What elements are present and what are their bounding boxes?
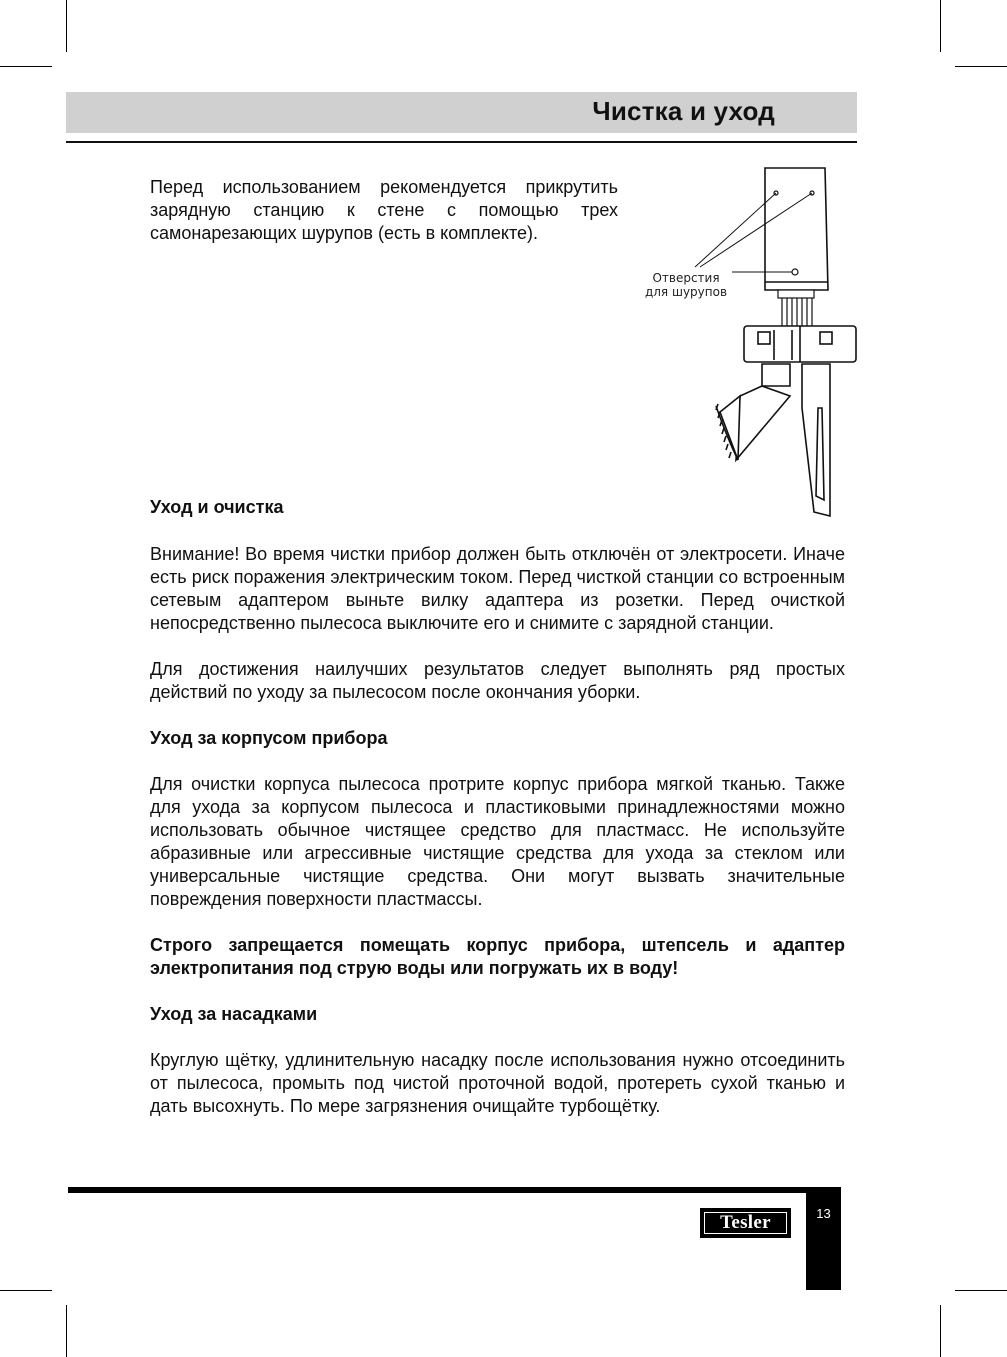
crop-mark [940,0,941,52]
page-number-tab [806,1187,841,1290]
crevice-nozzle [802,364,830,516]
brush-attachment [716,364,790,460]
brand-logo [700,1208,791,1238]
screw-holes-label-line2: для шурупов [644,285,728,299]
attachments-care-paragraph: Круглую щётку, удлинительную насадку после использования нужно отсоединить от пылесоса, промыть под чистой проточной водой, протереть сухой тканью и дать высохнуть. По мере загрязнения очищайте турбощётку. [150,1050,845,1116]
warning-paragraph: Строго запрещается помещать корпус прибора, штепсель и адаптер электропитания под струю воды или погружать их в воду! [150,935,845,978]
section-heading-attachments-care: Уход за насадками [150,1004,318,1024]
screw-holes-label-line1: Отверстия [652,271,720,285]
footer-divider [68,1187,841,1193]
crop-mark [66,1305,67,1357]
brand-logo-text: Tesler [720,1212,771,1233]
care-cleaning-paragraph-2: Для достижения наилучших результатов следует выполнять ряд простых действий по уходу за пылесосом после окончания уборки. [150,659,845,702]
connector-neck [778,290,814,326]
base-holder [744,326,856,362]
section-heading-body-care: Уход за корпусом прибора [150,728,388,748]
header-divider [66,141,857,143]
care-cleaning-paragraph-1: Внимание! Во время чистки прибор должен быть отключён от электросети. Иначе есть риск поражения электрическим током. Перед чисткой станции со встроенным сетевым адаптером выньте вилку адаптера из розетки. Перед очисткой непосредственно пылесоса выключите его и снимите с зарядной станции. [150,544,845,633]
crop-mark [940,1305,941,1357]
intro-paragraph: Перед использованием рекомендуется прикрутить зарядную станцию к стене с помощью трех самонарезающих шурупов (есть в комплекте). [150,177,618,243]
crop-mark [0,1290,52,1291]
page-number: 13 [816,1206,831,1221]
crop-mark [955,1290,1007,1291]
crop-mark [955,66,1007,67]
header-band [66,92,857,133]
crop-mark [66,0,67,52]
section-heading-care-cleaning: Уход и очистка [150,497,284,517]
page-title: Чистка и уход [592,96,775,126]
screw-holes-label [640,271,732,299]
body-care-paragraph: Для очистки корпуса пылесоса протрите корпус прибора мягкой тканью. Также для ухода за корпусом пылесоса и пластиковыми принадлежностями можно использовать обычное чистящее средство для пластмасс. Не используйте абразивные или агрессивные чистящие средства для ухода за стеклом или универсальные чистящие средства. Они могут вызвать значительные повреждения поверхности пластмассы. [150,774,845,909]
crop-mark [0,66,52,67]
charging-station-illustration [640,160,860,520]
